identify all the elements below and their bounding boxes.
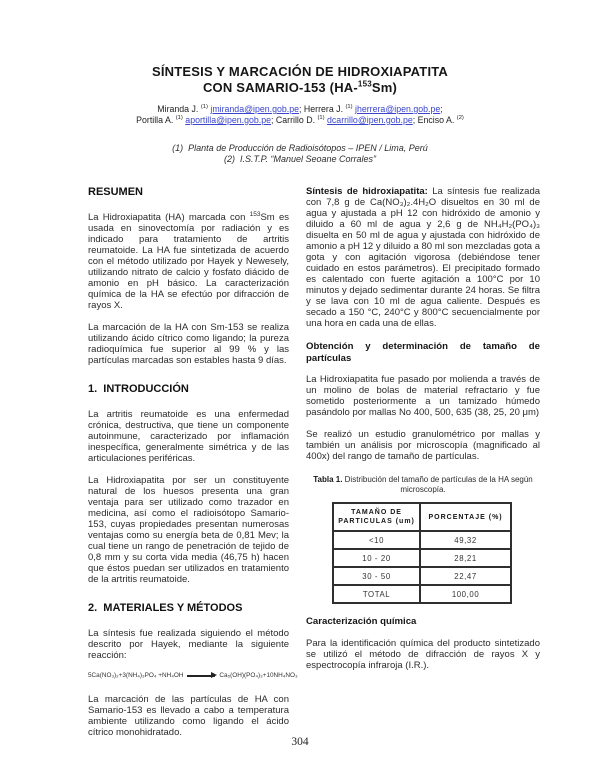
cell-pct-1: 28,21 (420, 549, 511, 567)
reaction-rhs: Ca₅(OH)(PO₄)₃+10NH₄NO₃ (219, 672, 298, 679)
caracterizacion-paragraph: Para la identificación química del producto sintetizado se utilizó el método de difracción de rayos X y espectrocopía infraroja (I.R.). (306, 637, 540, 671)
heading-obtencion: Obtención y determinación de tamaño de partículas (306, 341, 540, 364)
title-isotope-superscript: 153 (357, 79, 372, 89)
table-row (333, 567, 511, 585)
isotope-superscript: 153 (249, 210, 261, 218)
heading-resumen: RESUMEN (88, 186, 144, 198)
materiales-paragraph-2: La marcación de las partículas de HA con Samario-153 es llevado a cabo a temperatura ambiente utilizando como ligando el ácido cítrico monohidratado. (88, 694, 289, 738)
table-1-caption: Tabla 1. Distribución del tamaño de partículas de la HA según microscopía. (313, 475, 533, 494)
title-line-2: CON SAMARIO-153 (HA-$^{153}$Sm) (202, 79, 398, 95)
obtencion-paragraph-1: La Hidroxiapatita fue pasado por molienda a través de un molino de bolas de material refractario y fue sometido posteriormente a un tamizado húmedo pasándolo por mallas No 400, 500, 635 (38, 25, 20 μm) (306, 374, 540, 418)
obtencion-paragraph-2: Se realizó un estudio granulométrico por mallas y también un análisis por microscopía (magnificado al 400x) del rango de tamaño de partículas. (306, 429, 540, 462)
cell-size-2: 30 - 50 (333, 567, 420, 585)
cell-pct-2: 22,47 (420, 567, 511, 585)
reaction-lhs: 5Ca(NO₃)₂+3(NH₄)₃PO₄ +NH₄OH (88, 672, 184, 679)
cell-size-0: <10 (333, 531, 420, 549)
cell-pct-0: 49,32 (420, 531, 511, 549)
cell-pct-3: 100,00 (420, 585, 511, 603)
run-in-heading-sintesis: Síntesis de hidroxiapatita: (306, 186, 428, 197)
table-row (333, 549, 511, 567)
introduccion-paragraph-1: La artritis reumatoide es una enfermedad crónica, destructiva, que tiene un componente autoinmune, caracterizado por inflamación inespecífica, generalmente simétrica y de las articulaciones periféricas. (88, 409, 289, 464)
authors (0, 104, 600, 126)
sintesis-paragraph: Síntesis de hidroxiapatita: La síntesis fue realizada con 7,8 g de Ca(NO₃)₂.4H₂O disueltos en 30 ml de agua y ajustada a pH 12 con hidróxido de amonio y diluido a 60 ml de agua y 2,6 g de NH₄H₂(PO₄)₃ disuelta en 50 ml de agua y ajustada con hidróxido de amonio a pH 12 y diluido a 80 ml son mezcladas gota a gota y con agitación vigorosa (debiéndose tener cuidado en estos parámetros). El precipitado formado es calentado con fuerte agitación a 100°C por 10 minutos y dejado sedimentar durante 24 horas. Se filtra y se lava con 10 ml de agua caliente. Después es secado a 150 °C, 240°C y 800°C secuencialmente por una hora en cada una de ellas. (306, 186, 541, 329)
table-header-size: TAMAÑO DE PARTICULAS (um) (333, 503, 420, 531)
affiliation-2: (2) I.S.T.P. “Manuel Seoane Corrales” (223, 153, 377, 164)
cell-size-1: 10 - 20 (333, 549, 420, 567)
left-column (88, 186, 298, 749)
author-herrera: Herrera J. $^{(1)}$ jherrera@ipen.gob.pe; (303, 104, 443, 114)
table-header-percentage: PORCENTAJE (%) (420, 503, 511, 531)
reaction-arrow-icon (187, 675, 215, 677)
affiliations (0, 143, 600, 165)
email-link-dcarrillo[interactable]: dcarrillo@ipen.gob.pe (327, 114, 413, 125)
table-header-row (333, 503, 511, 531)
affiliation-1: (1) Planta de Producción de Radioisótopos – IPEN / Lima, Perú (172, 142, 428, 153)
cell-size-3: TOTAL (333, 585, 420, 603)
chemical-reaction (88, 672, 298, 679)
table-row (333, 531, 511, 549)
email-link-jmiranda[interactable]: jmiranda@ipen.gob.pe (210, 104, 300, 114)
email-link-aportilla[interactable]: aportilla@ipen.gob.pe (185, 114, 272, 125)
table-1 (332, 502, 512, 604)
introduccion-paragraph-2: La Hidroxiapatita por ser un constituyente natural de los huesos presenta una gran ventaja para ser utilizado como trazador en medicina, así como el radioisótopo Samario-153, cuyas propiedades presentan numerosas ventajas como su energía beta de 0,81 Mev; la cual tiene un rango de penetración de tejido de 0,8 mm y su corta vida media (46,75 h) hacen que éstos puedan ser utilizados en tratamiento de la artritis reumatoide. (88, 475, 289, 585)
page-number: 304 (291, 736, 309, 748)
author-carrillo: Carrillo D. $^{(1)}$ dcarrillo@ipen.gob.pe; (275, 114, 418, 125)
heading-introduccion: 1. INTRODUCCIÓN (88, 383, 189, 395)
title-line-1: SÍNTESIS Y MARCACIÓN DE HIDROXIAPATITA (151, 64, 449, 79)
resumen-paragraph-1: La Hidroxiapatita (HA) marcada con $^{153}$Sm es usada en sinovectomía por radiación y es indicado para tratamiento de artritis reumatoide. La HA fue sintetizada de acuerdo con el método utilizado por Hayek y Newesely, utilizando nitrato de calcio y fosfato diácido de amonio en pH básico. La caracterización química de la HA se efectúo por difracción de rayos X. (88, 210, 289, 311)
author-miranda: Miranda J. $^{(1)}$ jmiranda@ipen.gob.pe; (157, 104, 304, 114)
right-column (306, 186, 540, 682)
paper-header (0, 64, 600, 165)
paper-title (0, 64, 600, 96)
author-portilla: Portilla A. $^{(1)}$ aportilla@ipen.gob.pe; (136, 114, 276, 125)
author-enciso: Enciso A. $^{(2)}$ (417, 114, 464, 125)
email-link-jherrera[interactable]: jherrera@ipen.gob.pe (355, 104, 441, 114)
heading-materiales: 2. MATERIALES Y MÉTODOS (88, 602, 243, 614)
materiales-paragraph-1: La síntesis fue realizada siguiendo el método descrito por Hayek, mediante la siguiente reacción: (88, 628, 289, 661)
resumen-paragraph-2: La marcación de la HA con Sm-153 se realiza utilizando ácido cítrico como ligando; la pureza radioquímica fue superior al 99 % y las partículas marcadas son estables hasta 9 días. (88, 322, 289, 366)
table-row (333, 585, 511, 603)
heading-caracterizacion: Caracterización química (306, 616, 417, 628)
